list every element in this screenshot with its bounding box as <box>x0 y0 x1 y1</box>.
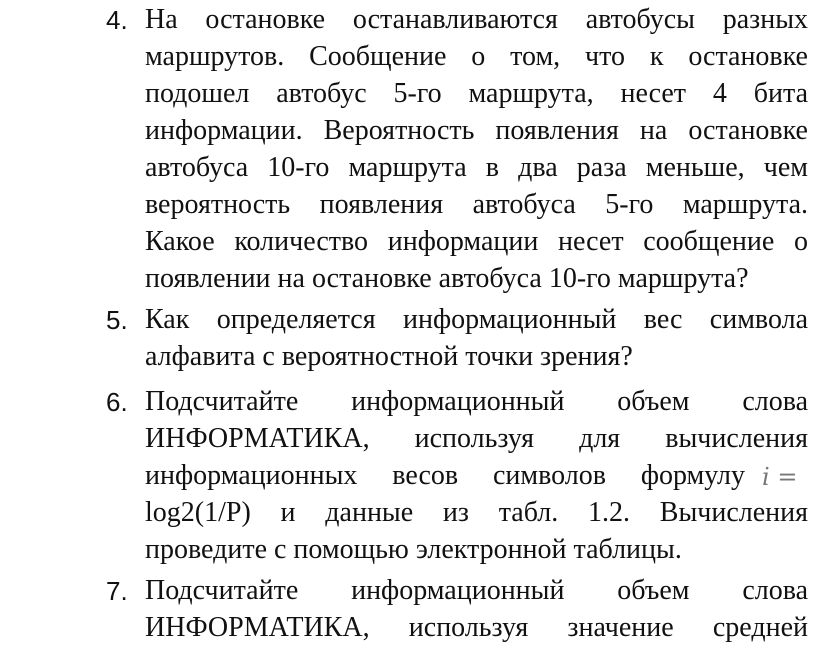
text-line: подошел автобус 5-го маршрута, несет 4 бита <box>145 78 808 109</box>
text-line: проведите с помощью электронной таблицы. <box>145 534 682 565</box>
text-line: Подсчитайте информационный объем слова <box>145 575 808 606</box>
text-line: появлении на остановке автобуса 10-го маршрута? <box>145 263 749 294</box>
text-line: log2(1/P) и данные из табл. 1.2. Вычисления <box>145 497 808 528</box>
text-line: ИНФОРМАТИКА, используя значение средней <box>145 612 808 643</box>
item-number: 5. <box>106 305 128 335</box>
item-number: 7. <box>106 576 128 606</box>
text-line: ИНФОРМАТИКА, используя для вычисления <box>145 423 808 454</box>
text-line: информационных весов символов формулу <box>145 460 745 491</box>
formula-image <box>762 459 797 495</box>
formula-variable: i <box>762 463 770 491</box>
item-number: 4. <box>106 5 128 35</box>
text-line: Какое количество информации несет сообщение о <box>145 226 808 257</box>
text-line: автобуса 10-го маршрута в два раза меньше, чем <box>145 152 808 183</box>
text-line: информации. Вероятность появления на остановке <box>145 115 808 146</box>
text-line: маршрутов. Сообщение о том, что к остановке <box>145 41 808 72</box>
text-line: алфавита с вероятностной точки зрения? <box>145 341 633 372</box>
item-number: 6. <box>106 387 128 417</box>
text-line: Как определяется информационный вес символа <box>145 304 808 335</box>
text-line: На остановке останавливаются автобусы разных <box>145 4 808 35</box>
formula-equals: = <box>777 463 798 491</box>
text-line: Подсчитайте информационный объем слова <box>145 386 808 417</box>
text-line: вероятность появления автобуса 5-го маршрута. <box>145 189 808 220</box>
